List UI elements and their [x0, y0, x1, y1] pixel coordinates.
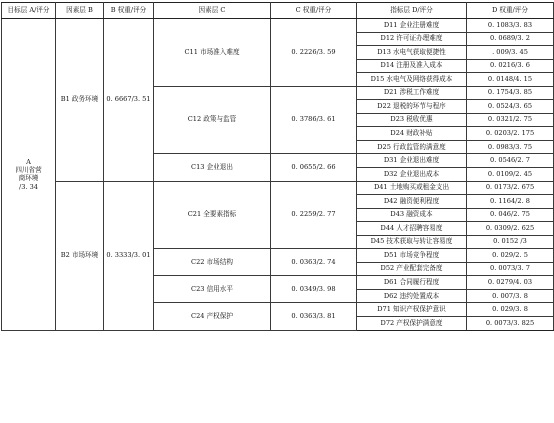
header-b-weight: B 权重/评分 — [104, 3, 154, 19]
header-factor-b: 因素层 B — [56, 3, 104, 19]
factor-c21-name: C21 全要素指标 — [154, 181, 271, 249]
goal-code: A — [26, 157, 31, 166]
goal-cell — [2, 19, 56, 331]
indicator-d11-name: D11 企业注册难度 — [357, 19, 467, 33]
evaluation-index-table — [1, 2, 554, 331]
header-row — [2, 3, 554, 19]
indicator-d62-name: D62 违约处置成本 — [357, 289, 467, 303]
indicator-d44-weight: 0. 0309/2. 625 — [467, 222, 554, 236]
indicator-d44-name: D44 人才招聘容易度 — [357, 222, 467, 236]
indicator-d15-name: D15 水电气及网络获得成本 — [357, 73, 467, 87]
factor-c12-weight: 0. 3786/3. 61 — [271, 86, 357, 154]
indicator-d72-name: D72 产权保护满意度 — [357, 317, 467, 331]
indicator-d25-weight: 0. 0983/3. 75 — [467, 140, 554, 154]
indicator-d31-name: D31 企业退出难度 — [357, 154, 467, 168]
indicator-d21-name: D21 涉税工作难度 — [357, 86, 467, 100]
indicator-d71-weight: 0. 029/3. 8 — [467, 303, 554, 317]
indicator-d51-weight: 0. 029/2. 5 — [467, 249, 554, 263]
header-c-weight: C 权重/评分 — [271, 3, 357, 19]
table-row — [2, 19, 554, 33]
factor-c12-name: C12 政策与监管 — [154, 86, 271, 154]
factor-c23-name: C23 信用水平 — [154, 276, 271, 303]
indicator-d42-weight: 0. 1164/2. 8 — [467, 195, 554, 209]
indicator-d61-name: D61 合同履行程度 — [357, 276, 467, 290]
indicator-d12-weight: 0. 0689/3. 2 — [467, 32, 554, 46]
indicator-d25-name: D25 行政监管的满意度 — [357, 140, 467, 154]
factor-c24-name: C24 产权保护 — [154, 303, 271, 330]
indicator-d72-weight: 0. 0073/3. 825 — [467, 317, 554, 331]
indicator-d45-name: D45 技术获取与转让容易度 — [357, 235, 467, 249]
indicator-d13-weight: . 009/3. 45 — [467, 46, 554, 60]
indicator-d41-weight: 0. 0173/2. 675 — [467, 181, 554, 195]
factor-c13-name: C13 企业退出 — [154, 154, 271, 181]
factor-b1-name: B1 政务环境 — [56, 19, 104, 182]
indicator-d51-name: D51 市场竞争程度 — [357, 249, 467, 263]
indicator-d21-weight: 0. 1754/3. 85 — [467, 86, 554, 100]
goal-score: /3. 34 — [19, 182, 38, 191]
header-d-weight: D 权重/评分 — [467, 3, 554, 19]
factor-b2-weight: 0. 3333/3. 01 — [104, 181, 154, 330]
indicator-d14-weight: 0. 0216/3. 6 — [467, 59, 554, 73]
indicator-d32-name: D32 企业退出成本 — [357, 168, 467, 182]
factor-c23-weight: 0. 0349/3. 98 — [271, 276, 357, 303]
header-factor-c: 因素层 C — [154, 3, 271, 19]
table-row — [2, 181, 554, 195]
header-goal-layer: 目标层 A/评分 — [2, 3, 56, 19]
factor-b2-name: B2 市场环境 — [56, 181, 104, 330]
factor-c24-weight: 0. 0363/3. 81 — [271, 303, 357, 330]
factor-c21-weight: 0. 2259/2. 77 — [271, 181, 357, 249]
indicator-d24-name: D24 财政补贴 — [357, 127, 467, 141]
factor-c22-name: C22 市场结构 — [154, 249, 271, 276]
indicator-d11-weight: 0. 1083/3. 83 — [467, 19, 554, 33]
factor-c11-weight: 0. 2226/3. 59 — [271, 19, 357, 87]
indicator-d71-name: D71 知识产权保护意识 — [357, 303, 467, 317]
goal-name-line2: 商环境 — [18, 174, 39, 183]
indicator-d52-weight: 0. 0073/3. 7 — [467, 262, 554, 276]
factor-c22-weight: 0. 0363/2. 74 — [271, 249, 357, 276]
indicator-d32-weight: 0. 0109/2. 45 — [467, 168, 554, 182]
indicator-d43-name: D43 融资成本 — [357, 208, 467, 222]
indicator-d13-name: D13 水电气获取便捷性 — [357, 46, 467, 60]
indicator-d41-name: D41 土地购买或租金支出 — [357, 181, 467, 195]
indicator-d31-weight: 0. 0546/2. 7 — [467, 154, 554, 168]
indicator-d52-name: D52 产业配套完备度 — [357, 262, 467, 276]
indicator-d15-weight: 0. 0148/4. 15 — [467, 73, 554, 87]
indicator-d14-name: D14 注册及准入成本 — [357, 59, 467, 73]
indicator-d62-weight: 0. 007/3. 8 — [467, 289, 554, 303]
factor-c13-weight: 0. 0655/2. 66 — [271, 154, 357, 181]
factor-b1-weight: 0. 6667/3. 51 — [104, 19, 154, 182]
indicator-d23-name: D23 税收优惠 — [357, 113, 467, 127]
indicator-d43-weight: 0. 046/2. 75 — [467, 208, 554, 222]
indicator-d22-name: D22 退税的环节与程序 — [357, 100, 467, 114]
goal-name-line1: 四川省营 — [15, 166, 42, 175]
indicator-d23-weight: 0. 0321/2. 75 — [467, 113, 554, 127]
indicator-d42-name: D42 融资便利程度 — [357, 195, 467, 209]
header-indicator-d: 指标层 D/评分 — [357, 3, 467, 19]
indicator-d12-name: D12 许可证办理难度 — [357, 32, 467, 46]
indicator-d24-weight: 0. 0203/2. 175 — [467, 127, 554, 141]
indicator-d61-weight: 0. 0279/4. 03 — [467, 276, 554, 290]
factor-c11-name: C11 市场准入难度 — [154, 19, 271, 87]
indicator-d45-weight: 0. 0152 /3 — [467, 235, 554, 249]
indicator-d22-weight: 0. 0524/3. 65 — [467, 100, 554, 114]
